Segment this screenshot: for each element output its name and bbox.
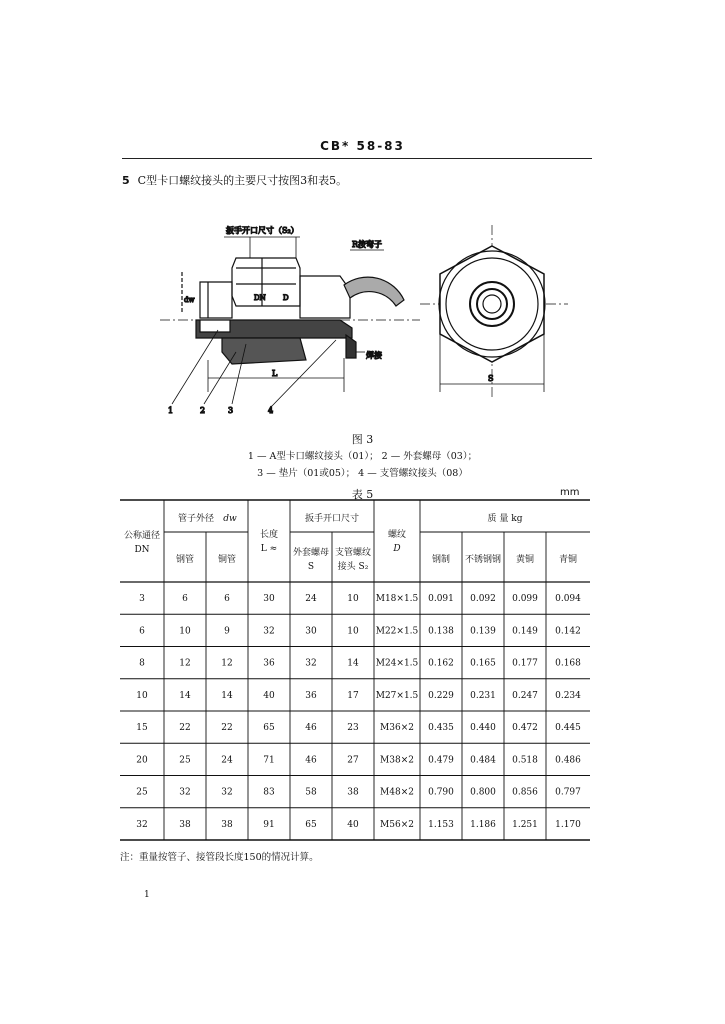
weld-label: 焊接 — [366, 351, 382, 360]
table-cell: 1.186 — [470, 819, 496, 830]
table-cell: 14 — [179, 690, 191, 701]
table-cell: 38 — [221, 819, 233, 830]
table-cell: 10 — [136, 690, 148, 701]
table-cell: 0.479 — [428, 755, 454, 766]
table-cell: 1.153 — [428, 819, 454, 830]
table-cell: 46 — [305, 755, 317, 766]
dw-label: dw — [184, 296, 195, 304]
table-cell: 0.797 — [555, 787, 581, 798]
table-cell: 15 — [136, 723, 148, 734]
callout-1: 1 — [168, 406, 174, 415]
table-cell: 71 — [263, 755, 275, 766]
table-cell: 10 — [179, 626, 191, 637]
table-cell: 20 — [136, 755, 148, 766]
table-cell: 6 — [182, 594, 188, 605]
hdr-pipe-od-sym: dw — [223, 514, 237, 524]
table-cell: 0.435 — [428, 723, 454, 734]
hdr-nut-line1: 外套螺母 — [292, 548, 330, 558]
table-cell: 0.247 — [512, 690, 538, 701]
table-cell: 65 — [305, 819, 317, 830]
hdr-nut-line2: S — [307, 562, 315, 572]
hdr-length-line1: 长度 — [259, 530, 279, 540]
hdr-length-line2: L ≈ — [260, 544, 278, 554]
table-cell: 46 — [305, 723, 317, 734]
table-cell: 12 — [221, 658, 233, 669]
table-cell: 32 — [305, 658, 317, 669]
callout-4: 4 — [268, 406, 274, 415]
table-cell: M48×2 — [380, 787, 414, 798]
table-cell: 27 — [347, 755, 359, 766]
table-cell: 10 — [347, 626, 359, 637]
table-cell: 36 — [305, 690, 317, 701]
table-cell: 0.149 — [512, 626, 538, 637]
table-cell: 6 — [139, 626, 145, 637]
table-note: 注：重量按管子、接管段长度150的情况计算。 — [120, 852, 319, 863]
table-cell: 0.486 — [555, 755, 581, 766]
figure-caption-line1: 1 — A型卡口螺纹接头（01）； 2 — 外套螺母（03）； — [247, 451, 478, 462]
table-cell: 0.142 — [555, 626, 581, 637]
table-cell: 30 — [305, 626, 317, 637]
table-cell: 24 — [221, 755, 233, 766]
table-cell: 32 — [263, 626, 275, 637]
table-cell: M27×1.5 — [375, 690, 419, 701]
hdr-thread-line1: 螺纹 — [387, 530, 407, 540]
table-cell: 24 — [305, 594, 317, 605]
l-label: L — [272, 369, 278, 378]
table-cell: 40 — [263, 690, 275, 701]
table-cell: 32 — [179, 787, 191, 798]
table-title: 表 5 — [351, 488, 374, 501]
table-cell: 0.856 — [512, 787, 538, 798]
table-cell: 65 — [263, 723, 275, 734]
table-cell: 0.165 — [470, 658, 496, 669]
document-code: CB* 58-83 — [320, 139, 405, 153]
table-cell: 17 — [347, 690, 359, 701]
table-cell: M56×2 — [380, 819, 414, 830]
page-mark: 1 — [144, 890, 150, 900]
figure-title: 图 3 — [351, 433, 374, 446]
s-label: S — [488, 374, 494, 383]
hdr-copper: 铜管 — [217, 555, 237, 565]
hdr-w-ss: 不锈钢钢 — [464, 555, 502, 565]
table-cell: 38 — [347, 787, 359, 798]
table-cell: 40 — [347, 819, 359, 830]
table-cell: 8 — [139, 658, 145, 669]
table-cell: 0.800 — [470, 787, 496, 798]
hdr-w-brass: 黄铜 — [515, 555, 535, 565]
table-cell: 0.099 — [512, 594, 538, 605]
table-cell: M22×1.5 — [375, 626, 419, 637]
hdr-dn-line1: 公称通径 — [123, 531, 161, 541]
table-cell: 0.472 — [512, 723, 538, 734]
table-cell: 0.234 — [555, 690, 581, 701]
table-cell: 22 — [221, 723, 233, 734]
table-cell: 22 — [179, 723, 191, 734]
table-cell: M36×2 — [380, 723, 414, 734]
hdr-steel: 钢管 — [175, 555, 195, 565]
table-cell: 83 — [263, 787, 275, 798]
figure-caption-line2: 3 — 垫片（01或05）； 4 — 支管螺纹接头（08） — [257, 468, 468, 479]
table-cell: 10 — [347, 594, 359, 605]
table-cell: 12 — [179, 658, 191, 669]
table-cell: 0.790 — [428, 787, 454, 798]
table-cell: 32 — [136, 819, 148, 830]
table-cell: 32 — [221, 787, 233, 798]
hdr-branch-line2: 接头 S₂ — [337, 562, 369, 572]
table-cell: 1.251 — [512, 819, 538, 830]
table-cell: 0.445 — [555, 723, 581, 734]
table-cell: 0.177 — [512, 658, 538, 669]
table-cell: 23 — [347, 723, 359, 734]
section-number: 5 — [122, 174, 130, 187]
table-cell: 0.168 — [555, 658, 581, 669]
r-radius-label: R按弯子 — [352, 240, 383, 249]
callout-3: 3 — [228, 406, 234, 415]
table-cell: 0.094 — [555, 594, 581, 605]
table-cell: 0.092 — [470, 594, 496, 605]
table-cell: 14 — [221, 690, 233, 701]
table-cell: 0.229 — [428, 690, 454, 701]
table-cell: 14 — [347, 658, 359, 669]
hdr-wrench: 扳手开口尺寸 — [304, 514, 360, 524]
table-cell: 0.138 — [428, 626, 454, 637]
hdr-dn-line2: DN — [134, 545, 150, 555]
table-cell: 3 — [139, 594, 145, 605]
table-cell: 0.484 — [470, 755, 496, 766]
dn-label: DN — [254, 294, 266, 302]
table-cell: 0.091 — [428, 594, 454, 605]
d-label: D — [283, 294, 289, 302]
table-cell: 38 — [179, 819, 191, 830]
wrench-label: 扳手开口尺寸（S₂） — [226, 226, 299, 235]
hdr-branch-line1: 支管螺纹 — [334, 548, 372, 558]
table-cell: 25 — [136, 787, 148, 798]
table-cell: 0.139 — [470, 626, 496, 637]
table-cell: M24×1.5 — [375, 658, 419, 669]
table-cell: 30 — [263, 594, 275, 605]
table-cell: 25 — [179, 755, 191, 766]
table-cell: 0.231 — [470, 690, 496, 701]
table-cell: 0.162 — [428, 658, 454, 669]
table-cell: 58 — [305, 787, 317, 798]
table-cell: 0.518 — [512, 755, 538, 766]
hdr-weight: 质 量 kg — [487, 514, 523, 524]
table-cell: 9 — [224, 626, 230, 637]
table-cell: 1.170 — [555, 819, 581, 830]
hdr-pipe-od: 管子外径 — [177, 514, 215, 524]
hdr-thread-line2: D — [393, 544, 401, 554]
callout-2: 2 — [200, 406, 206, 415]
table-cell: M38×2 — [380, 755, 414, 766]
table-cell: 6 — [224, 594, 230, 605]
hdr-w-steel: 钢制 — [431, 555, 451, 565]
table-cell: 36 — [263, 658, 275, 669]
section-text: C型卡口螺纹接头的主要尺寸按图3和表5。 — [137, 174, 348, 187]
table-cell: 91 — [263, 819, 275, 830]
table-unit: mm — [560, 487, 580, 498]
table-cell: M18×1.5 — [375, 594, 419, 605]
hdr-w-bronze: 青铜 — [558, 555, 578, 565]
table-cell: 0.440 — [470, 723, 496, 734]
